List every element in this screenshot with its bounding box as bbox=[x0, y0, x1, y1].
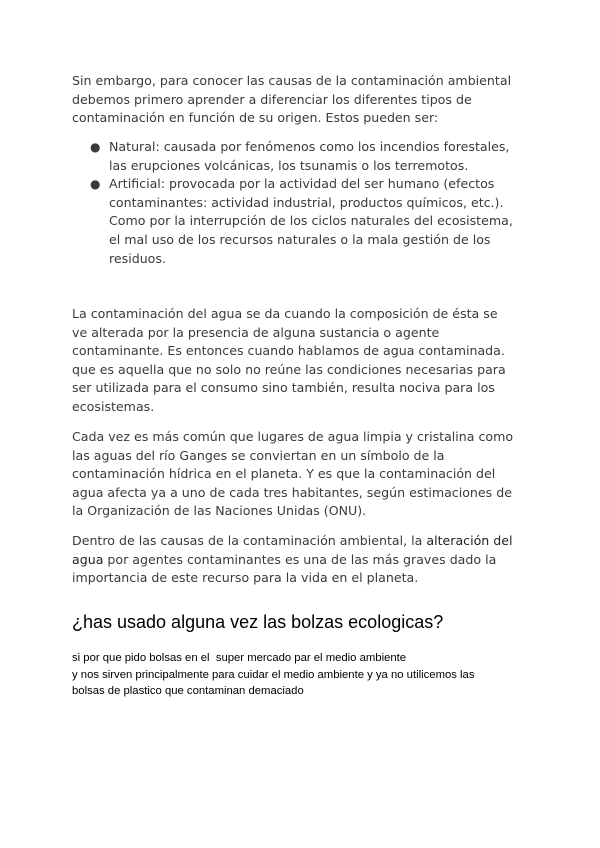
list-item-natural bbox=[90, 138, 530, 175]
text-line: el mal uso de los recursos naturales o la mala gestión de los bbox=[109, 231, 491, 247]
ganges-paragraph bbox=[72, 428, 532, 521]
text-line: la Organización de las Naciones Unidas (ONU). bbox=[72, 503, 367, 519]
text-line: Natural: causada por fenómenos como los incendios forestales, bbox=[109, 139, 510, 154]
text-line: contaminación en función de su origen. Estos pueden ser: bbox=[72, 110, 439, 126]
text-segment: por agentes contaminantes es una de las más graves dado la bbox=[103, 551, 497, 567]
text-line: las aguas del río Ganges se conviertan en un símbolo de la bbox=[72, 447, 445, 463]
text-line: contaminación hídrica en el planeta. Y es que la contaminación del bbox=[72, 466, 496, 482]
text-line: debemos primero aprender a diferenciar los diferentes tipos de bbox=[72, 91, 472, 107]
text-line: las erupciones volcánicas, los tsunamis o los terremotos. bbox=[109, 157, 469, 173]
bullet-icon: ● bbox=[90, 140, 101, 154]
text-line: que es aquella que no solo no reúne las condiciones necesarias para bbox=[72, 361, 506, 377]
water-contamination-paragraph bbox=[72, 305, 532, 417]
answer-paragraph bbox=[72, 650, 475, 700]
text-line: agua afecta ya a uno de cada tres habitantes, según estimaciones de bbox=[72, 484, 512, 500]
text-line: ser utilizada para el consumo sino también, resulta nociva para los bbox=[72, 380, 495, 396]
text-line bbox=[72, 551, 532, 570]
text-line: bolsas de plastico que contaminan demaciado bbox=[72, 685, 304, 697]
text-line: ecosistemas. bbox=[72, 398, 155, 414]
text-line: contaminante. Es entonces cuando hablamos de agua contaminada. bbox=[72, 343, 505, 359]
contamination-types-list bbox=[90, 138, 530, 268]
question-heading: ¿has usado alguna vez las bolzas ecologicas? bbox=[72, 612, 444, 632]
list-item-artificial bbox=[90, 175, 530, 268]
text-line: Artificial: provocada por la actividad del ser humano (efectos bbox=[109, 176, 495, 192]
text-line: y nos sirven principalmente para cuidar el medio ambiente y ya no utilicemos las bbox=[72, 668, 475, 681]
text-line: ve alterada por la presencia de alguna sustancia o agente bbox=[72, 324, 440, 340]
text-line bbox=[72, 532, 532, 551]
bullet-icon: ● bbox=[90, 177, 101, 192]
text-segment: Dentro de las causas de la contaminación ambiental, la bbox=[72, 533, 427, 548]
intro-paragraph bbox=[72, 72, 532, 128]
text-line: importancia de este recurso para la vida en el planeta. bbox=[72, 570, 419, 586]
text-line: si por que pido bolsas en el super mercado par el medio ambiente bbox=[72, 652, 407, 664]
text-line: Sin embargo, para conocer las causas de la contaminación ambiental bbox=[72, 73, 512, 88]
text-line: contaminantes: actividad industrial, productos químicos, etc.). bbox=[109, 194, 504, 210]
text-line: La contaminación del agua se da cuando la composición de ésta se bbox=[72, 306, 498, 321]
text-line: Como por la interrupción de los ciclos naturales del ecosistema, bbox=[109, 213, 513, 229]
highlighted-text: agua bbox=[72, 551, 104, 567]
text-line: residuos. bbox=[109, 250, 166, 266]
highlighted-text: alteración del bbox=[426, 533, 513, 548]
text-line: Cada vez es más común que lugares de agua limpia y cristalina como bbox=[72, 429, 514, 444]
causes-paragraph bbox=[72, 532, 532, 588]
